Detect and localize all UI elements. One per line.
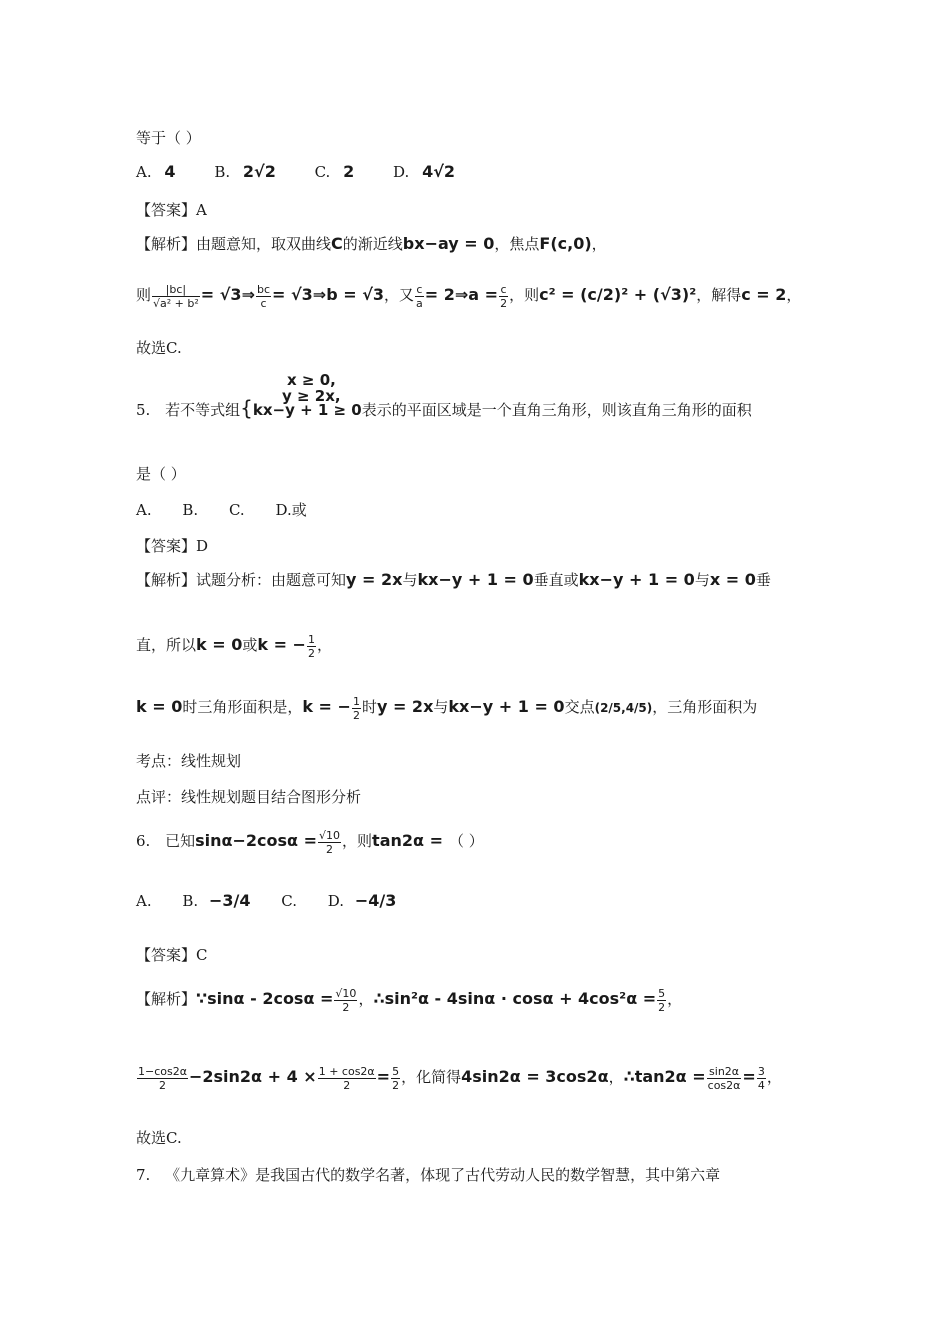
numerator: c	[500, 282, 507, 296]
text: ，解得	[696, 286, 742, 304]
denominator: 4	[757, 1078, 765, 1092]
denominator: √a² + b²	[153, 296, 199, 310]
q5-system-line3: kx−y + 1 ≥ 0	[252, 401, 362, 419]
numerator: sin2α	[707, 1065, 742, 1079]
denominator: a	[416, 296, 423, 310]
text: ，三角形面积为	[652, 698, 758, 716]
text: ，焦点	[494, 235, 540, 253]
math: k = −	[302, 697, 351, 716]
numerator: 5	[392, 1064, 400, 1078]
fraction	[352, 695, 361, 722]
denominator: 2	[307, 646, 315, 660]
math: k = 0	[136, 697, 183, 716]
numerator: |bc|	[152, 283, 200, 297]
text: ，	[358, 990, 374, 1008]
q5-option-a: A.	[136, 501, 152, 519]
math: =	[376, 1067, 391, 1086]
text: 表示的平面区域是一个直角三角形，则该直角三角形的面积	[361, 401, 752, 419]
q5-dianping: 点评：线性规划题目结合图形分析	[136, 788, 362, 806]
math: c = 2	[741, 285, 787, 304]
text: ，	[766, 1068, 782, 1086]
text: 若不等式组	[165, 401, 241, 419]
math: = √3⇒b = √3	[272, 285, 384, 304]
question-number: 6.	[136, 832, 151, 850]
math: k = 0	[196, 635, 243, 654]
math: = 2⇒a =	[424, 285, 499, 304]
text: 时	[361, 698, 377, 716]
text: ，则	[342, 832, 373, 850]
text: 由题意知，取双曲线	[196, 235, 332, 253]
fraction	[415, 283, 424, 310]
q5-kaodian: 考点：线性规划	[136, 752, 242, 770]
numerator: √10	[319, 828, 341, 842]
math: −2sin2α + 4 ×	[188, 1067, 317, 1086]
text: 垂	[755, 571, 771, 589]
text: 与	[402, 571, 418, 589]
q5-explanation-line3	[136, 692, 757, 723]
q5-stem	[136, 398, 752, 420]
q4-stem-tail: 等于（ ）	[136, 129, 201, 147]
left-brace: {	[240, 396, 253, 420]
q4-option-b-value: 2√2	[242, 162, 276, 181]
q6-option-c: C.	[281, 892, 297, 910]
q4-option-a-label: A.	[136, 163, 152, 181]
numerator: 1−cos2α	[138, 1064, 187, 1078]
q6-explanation-line2	[136, 1060, 782, 1094]
denominator: c	[260, 296, 267, 310]
q4-option-c-value: 2	[343, 162, 355, 181]
text: 与	[433, 698, 449, 716]
text: 垂直或	[533, 571, 579, 589]
math: kx−y + 1 = 0	[578, 570, 695, 589]
text: 《九章算术》是我国古代的数学名著，体现了古代劳动人民的数学智慧，其中第六章	[165, 1166, 721, 1184]
q4-conclusion: 故选C.	[136, 339, 182, 357]
text: 试题分析：由题意可知	[196, 571, 347, 589]
math: c² = (c/2)² + (√3)²	[539, 285, 697, 304]
q6-option-b: B.	[182, 892, 199, 910]
denominator: 2	[326, 842, 334, 856]
math: ∴tan2α =	[623, 1067, 706, 1086]
math: kx−y + 1 = 0	[417, 570, 534, 589]
q4-explanation-line2	[136, 280, 801, 310]
q4-explanation-line1	[136, 234, 607, 254]
q5-answer: 【答案】D	[136, 537, 209, 555]
numerator: √10	[335, 986, 357, 1000]
math: kx−y + 1 = 0	[448, 697, 565, 716]
text: 交点	[564, 698, 595, 716]
numerator: c	[416, 282, 423, 296]
q5-system-line2: y ≥ 2x,	[282, 387, 341, 405]
math: C	[331, 234, 343, 253]
denominator: 2	[158, 1078, 166, 1092]
fraction	[256, 283, 271, 310]
text: 的渐近线	[342, 235, 403, 253]
fraction	[391, 1065, 400, 1092]
q6-stem	[136, 824, 484, 858]
q5-option-c: C.	[228, 501, 245, 519]
denominator: 2	[500, 296, 508, 310]
question-number: 7.	[136, 1166, 151, 1184]
q5-system-line1: x ≥ 0,	[287, 371, 336, 389]
text: 或	[242, 636, 258, 654]
numerator: 5	[658, 986, 666, 1000]
numerator: 1	[307, 632, 315, 646]
analysis-tag: 【解析】	[136, 235, 197, 253]
math: = √3⇒	[200, 285, 255, 304]
fraction	[318, 829, 341, 856]
fraction	[137, 1065, 188, 1092]
math: F(c,0)	[539, 234, 592, 253]
text: 时三角形面积是，	[182, 698, 303, 716]
math: x = 0	[709, 570, 756, 589]
text: 与	[694, 571, 710, 589]
analysis-tag: 【解析】	[136, 571, 197, 589]
fraction	[318, 1065, 376, 1092]
numerator: 1 + cos2α	[318, 1064, 375, 1078]
fraction	[499, 283, 508, 310]
q5-explanation-line2	[136, 630, 332, 660]
q4-option-d-label: D.	[393, 163, 410, 181]
q6-option-d: D.	[327, 892, 345, 910]
math: tan2α =	[372, 831, 443, 850]
math: y = 2x	[376, 697, 434, 716]
math: sinα−2cosα =	[195, 831, 318, 850]
denominator: 2	[352, 708, 360, 722]
denominator: 2	[343, 1078, 351, 1092]
numerator: 1	[352, 694, 360, 708]
text: 已知	[165, 832, 196, 850]
text: （ ）	[448, 832, 484, 850]
q4-option-c-label: C.	[314, 163, 331, 181]
text: ，化简得	[401, 1068, 462, 1086]
q5-explanation-line1	[136, 570, 771, 590]
math: k = −	[257, 635, 306, 654]
text: 则	[136, 286, 152, 304]
fraction	[657, 987, 666, 1014]
fraction	[334, 987, 357, 1014]
text: ，	[667, 990, 683, 1008]
q6-conclusion: 故选C.	[136, 1129, 182, 1147]
math: =	[742, 1067, 756, 1086]
denominator: 2	[342, 1000, 350, 1014]
numerator: bc	[256, 282, 270, 296]
fraction	[307, 633, 316, 660]
math: ∴sin²α - 4sinα · cosα + 4cos²α =	[373, 989, 657, 1008]
text: 直，所以	[136, 636, 197, 654]
q5-option-b: B.	[182, 501, 199, 519]
math: ∵sinα - 2cosα =	[196, 989, 334, 1008]
q5-options	[136, 500, 307, 520]
fraction	[152, 283, 200, 310]
text: ，	[591, 235, 607, 253]
q6-options	[136, 886, 396, 916]
text: ，	[786, 286, 802, 304]
analysis-tag: 【解析】	[136, 990, 197, 1008]
math: (2/5,4/5)	[594, 701, 653, 715]
q6-option-a: A.	[136, 892, 152, 910]
q6-answer: 【答案】C	[136, 946, 208, 964]
q4-options	[136, 162, 455, 182]
q4-option-b-label: B.	[214, 163, 231, 181]
q7-stem	[136, 1165, 720, 1185]
q6-explanation-line1	[136, 982, 682, 1016]
q5-stem-tail: 是（ ）	[136, 465, 186, 483]
text: ，则	[509, 286, 540, 304]
math: 4sin2α = 3cos2α	[461, 1067, 609, 1086]
q6-option-b-value: −3/4	[208, 891, 251, 910]
denominator: 2	[392, 1078, 400, 1092]
fraction	[757, 1065, 766, 1092]
math: y = 2x	[346, 570, 403, 589]
fraction	[707, 1065, 742, 1092]
q4-option-d-value: 4√2	[422, 162, 456, 181]
numerator: 3	[757, 1064, 765, 1078]
math: bx−ay = 0	[402, 234, 495, 253]
q4-answer: 【答案】A	[136, 201, 207, 219]
question-number: 5.	[136, 401, 151, 419]
q4-option-a-value: 4	[164, 162, 176, 181]
text: ，又	[384, 286, 415, 304]
denominator: 2	[658, 1000, 666, 1014]
denominator: cos2α	[707, 1078, 741, 1092]
q6-option-d-value: −4/3	[354, 891, 397, 910]
text: ，	[608, 1068, 624, 1086]
q5-option-d: D.或	[275, 501, 307, 519]
text: ，	[316, 636, 332, 654]
